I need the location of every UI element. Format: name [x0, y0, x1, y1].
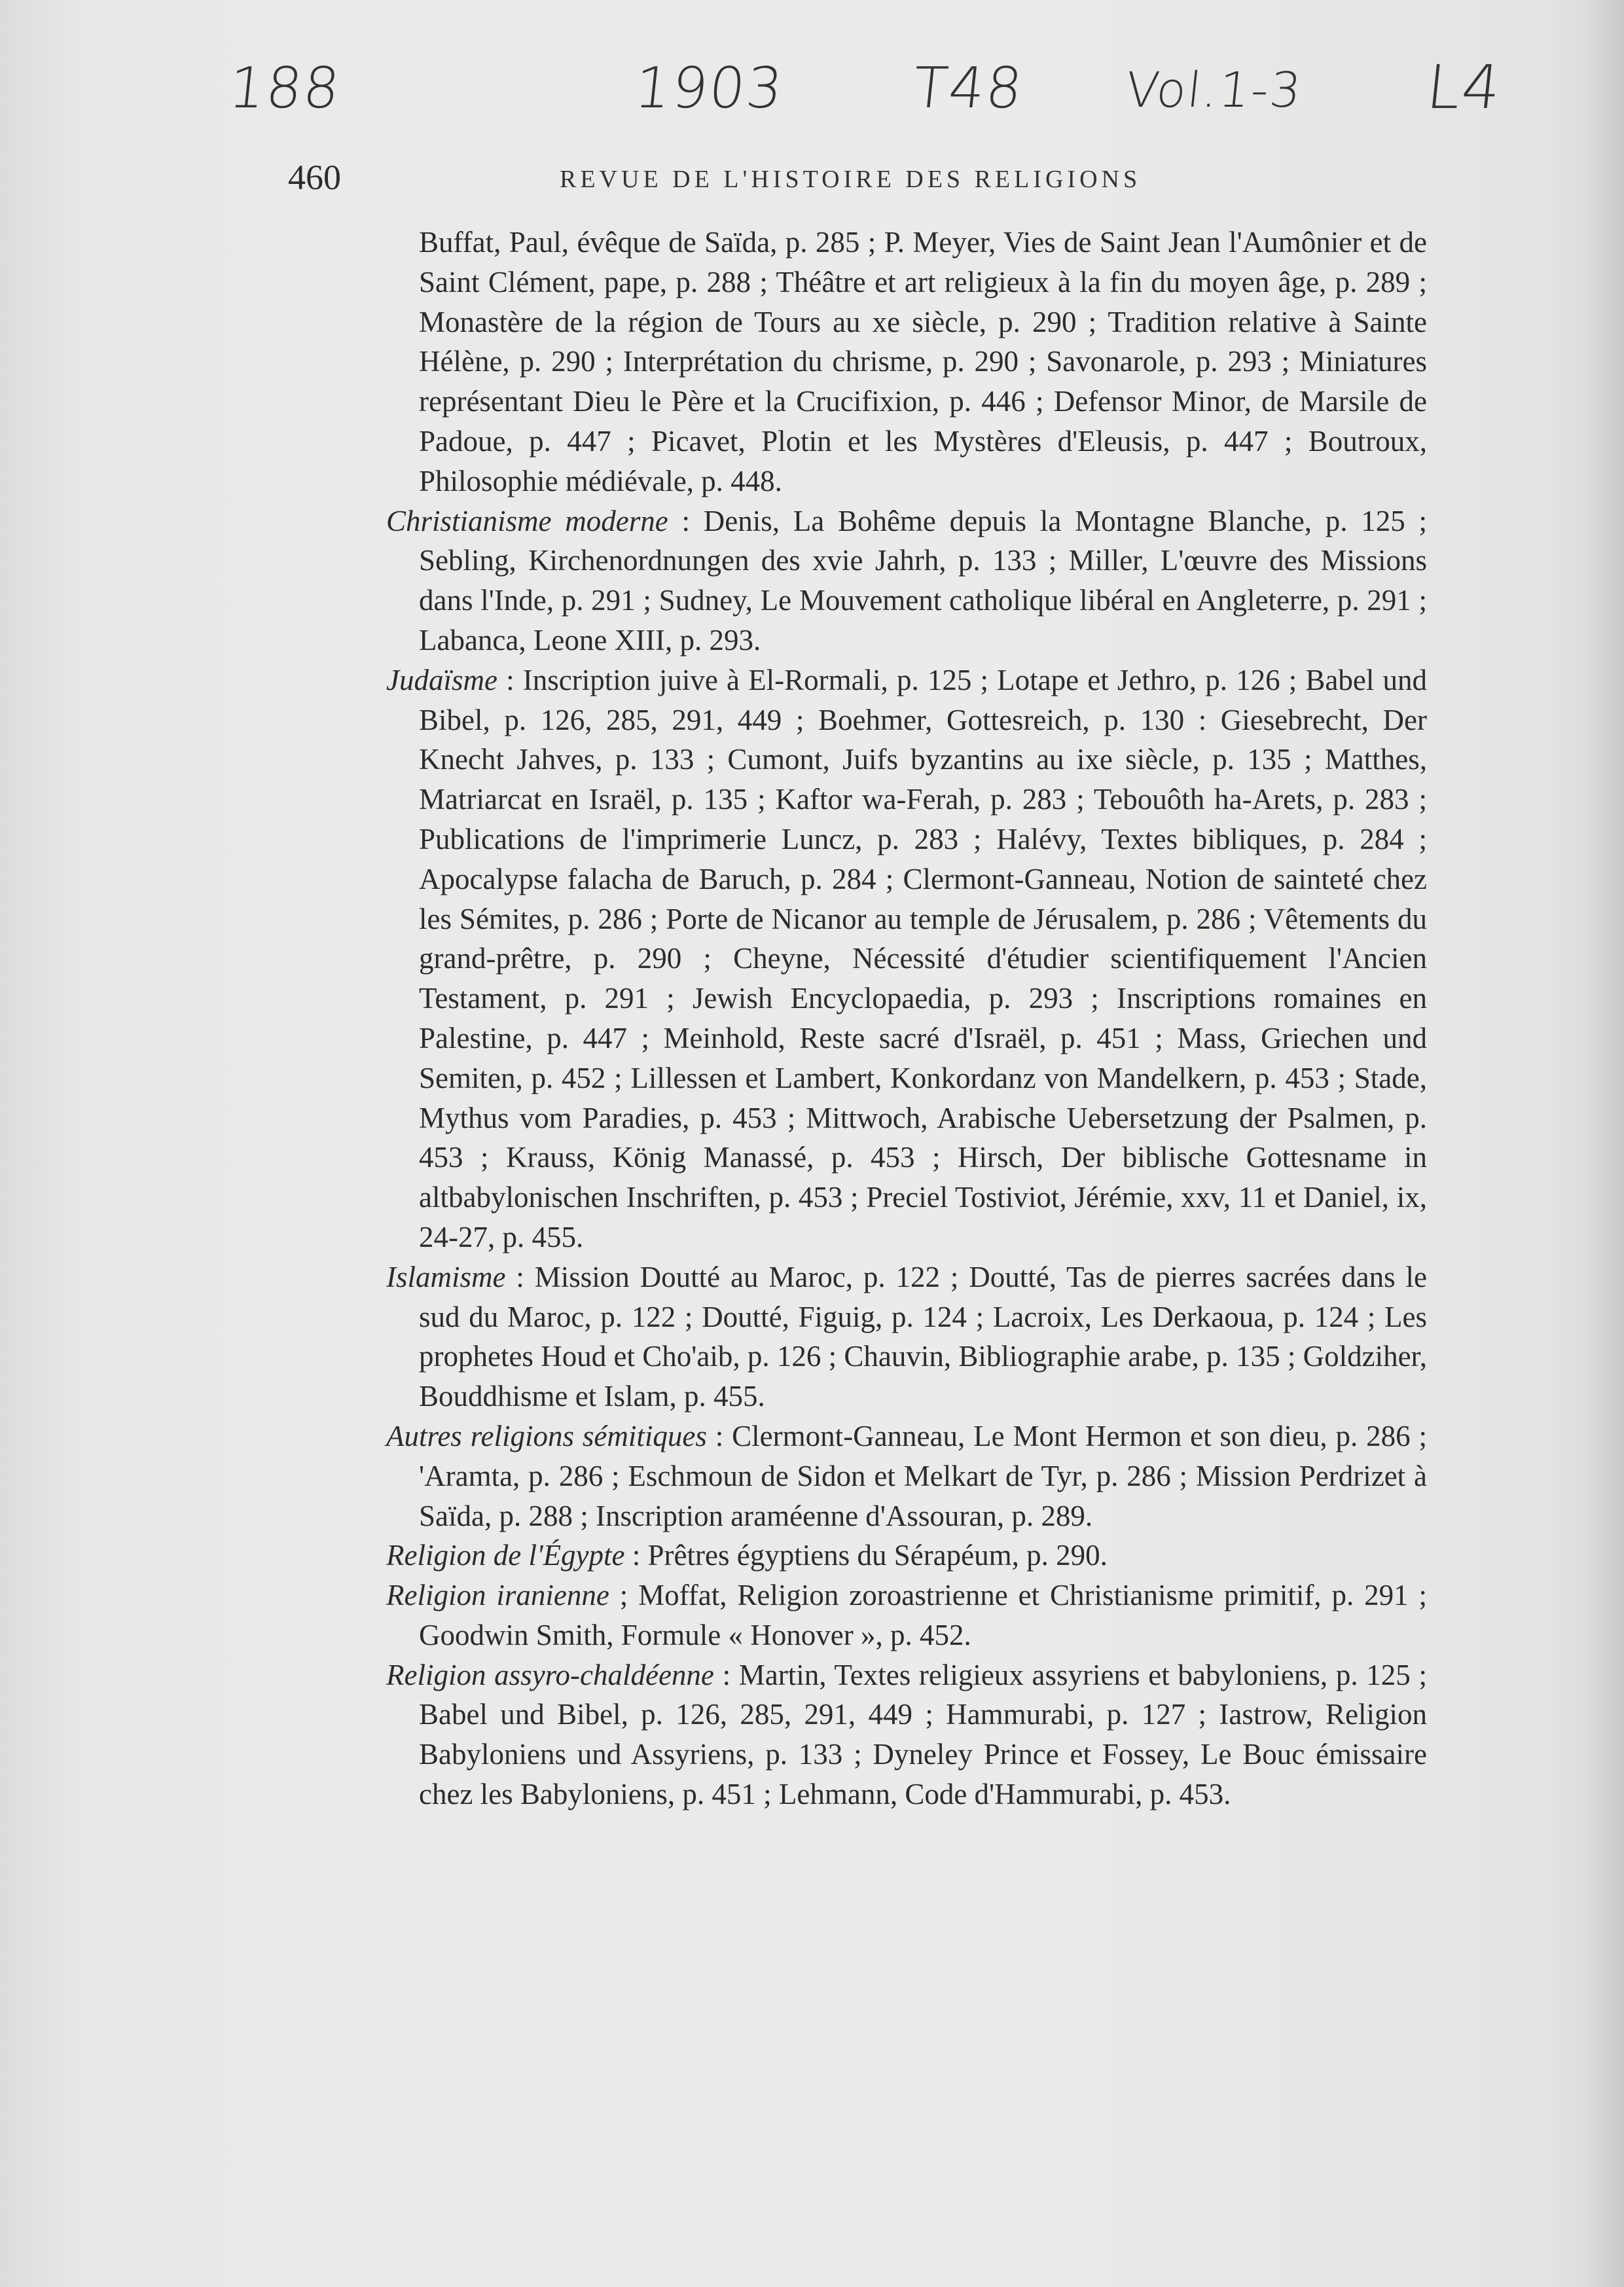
index-entry: [380, 1416, 1427, 1536]
entry-text: : Denis, La Bohême depuis la Montagne Blanche, p. 125 ; Sebling, Kirchenordnungen des xvie Jahrh, p. 133 ; Miller, L'œuvre des Missions dans l'Inde, p. 291 ; Sudney, Le Mouvement catholique libéral en Angleterre, p. 291 ; Labanca, Leone XIII, p. 293.: [419, 504, 1427, 657]
entry-text: : Inscription juive à El-Rormali, p. 125 ; Lotape et Jethro, p. 126 ; Babel und Bibel, p. 126, 285, 291, 449 ; Boehmer, Gottesreich, p. 130 : Giesebrecht, Der Knecht Jahves, p. 133 ; Cumont, Juifs byzantins au ixe siècle, p. 135 ; Matthes, Matriarcat en Israël, p. 135 ; Kaftor wa-Ferah, p. 283 ; Tebouôth ha-Arets, p. 283 ; Publications de l'imprimerie Luncz, p. 283 ; Halévy, Textes bibliques, p. 284 ; Apocalypse falacha de Baruch, p. 284 ; Clermont-Ganneau, Notion de sainteté chez les Sémites, p. 286 ; Porte de Nicanor au temple de Jérusalem, p. 286 ; Vêtements du grand-prêtre, p. 290 ; Cheyne, Nécessité d'étudier scientifiquement l'Ancien Testament, p. 291 ; Jewish Encyclopaedia, p. 293 ; Inscriptions romaines en Palestine, p. 447 ; Meinhold, Reste sacré d'Israël, p. 451 ; Mass, Griechen und Semiten, p. 452 ; Lillessen et Lambert, Konkordanz von Mandelkern, p. 453 ; Stade, Mythus vom Paradies, p. 453 ; Mittwoch, Arabische Uebersetzung der Psalmen, p. 453 ; Krauss, König Manassé, p. 453 ; Hirsch, Der biblische Gottesname in altbabylonischen Inschriften, p. 453 ; Preciel Tostiviot, Jérémie, xxv, 11 et Daniel, ix, 24-27, p. 455.: [419, 663, 1427, 1253]
running-title: REVUE DE L'HISTOIRE DES RELIGIONS: [560, 166, 1142, 193]
page-header: [288, 157, 1427, 203]
index-entry: [380, 501, 1427, 660]
index-entry: [380, 1655, 1427, 1814]
entry-text: : Mission Doutté au Maroc, p. 122 ; Doutté, Tas de pierres sacrées dans le sud du Maroc, p. 122 ; Doutté, Figuig, p. 124 ; Lacroix, Les Derkaoua, p. 124 ; Les prophetes Houd et Cho'aib, p. 126 ; Chauvin, Bibliographie arabe, p. 135 ; Goldziher, Bouddhisme et Islam, p. 455.: [419, 1260, 1427, 1413]
handwritten-note: 1903: [631, 56, 787, 121]
index-entry: [380, 1257, 1427, 1416]
index-entry: [380, 1536, 1427, 1576]
entry-category: Religion iranienne: [386, 1579, 609, 1612]
entry-category: Religion assyro-chaldéenne: [386, 1658, 714, 1691]
index-body: [380, 223, 1427, 1814]
page-number: 460: [288, 158, 341, 197]
entry-text: Buffat, Paul, évêque de Saïda, p. 285 ; P. Meyer, Vies de Saint Jean l'Aumônier et de Saint Clément, pape, p. 288 ; Théâtre et art religieux à la fin du moyen âge, p. 289 ; Monastère de la région de Tours au xe siècle, p. 290 ; Tradition relative à Sainte Hélène, p. 290 ; Interprétation du chrisme, p. 290 ; Savonarole, p. 293 ; Miniatures représentant Dieu le Père et la Crucifixion, p. 446 ; Defensor Minor, de Marsile de Padoue, p. 447 ; Picavet, Plotin et les Mystères d'Eleusis, p. 447 ; Boutroux, Philosophie médiévale, p. 448.: [419, 226, 1427, 497]
index-entry: [380, 223, 1427, 501]
index-entry: [380, 1576, 1427, 1655]
handwritten-note: T48: [909, 56, 1027, 121]
entry-category: Islamisme: [386, 1260, 506, 1293]
entry-text: : Martin, Textes religieux assyriens et babyloniens, p. 125 ; Babel und Bibel, p. 126, 285, 291, 449 ; Hammurabi, p. 127 ; Iastrow, Religion Babyloniens und Assyriens, p. 133 ; Dyneley Prince et Fossey, Le Bouc émissaire chez les Babyloniens, p. 451 ; Lehmann, Code d'Hammurabi, p. 453.: [419, 1658, 1427, 1811]
entry-category: Autres religions sémitiques: [386, 1419, 707, 1452]
entry-category: Judaïsme: [386, 663, 497, 696]
entry-text: : Prêtres égyptiens du Sérapéum, p. 290.: [624, 1539, 1108, 1572]
page-edge-shadow: [1585, 0, 1624, 2287]
entry-text: ; Moffat, Religion zoroastrienne et Christianisme primitif, p. 291 ; Goodwin Smith, Formule « Honover », p. 452.: [419, 1579, 1427, 1651]
handwritten-note: L4: [1423, 52, 1506, 122]
handwritten-note: 188: [225, 56, 344, 121]
entry-category: Religion de l'Égypte: [386, 1539, 625, 1572]
handwritten-note: Vol.1-3: [1123, 62, 1305, 118]
entry-category: Christianisme moderne: [386, 504, 668, 537]
entry-text: : Clermont-Ganneau, Le Mont Hermon et son dieu, p. 286 ; 'Aramta, p. 286 ; Eschmoun de Sidon et Melkart de Tyr, p. 286 ; Mission Perdrizet à Saïda, p. 288 ; Inscription araméenne d'Assouran, p. 289.: [419, 1419, 1427, 1532]
index-entry: [380, 660, 1427, 1257]
